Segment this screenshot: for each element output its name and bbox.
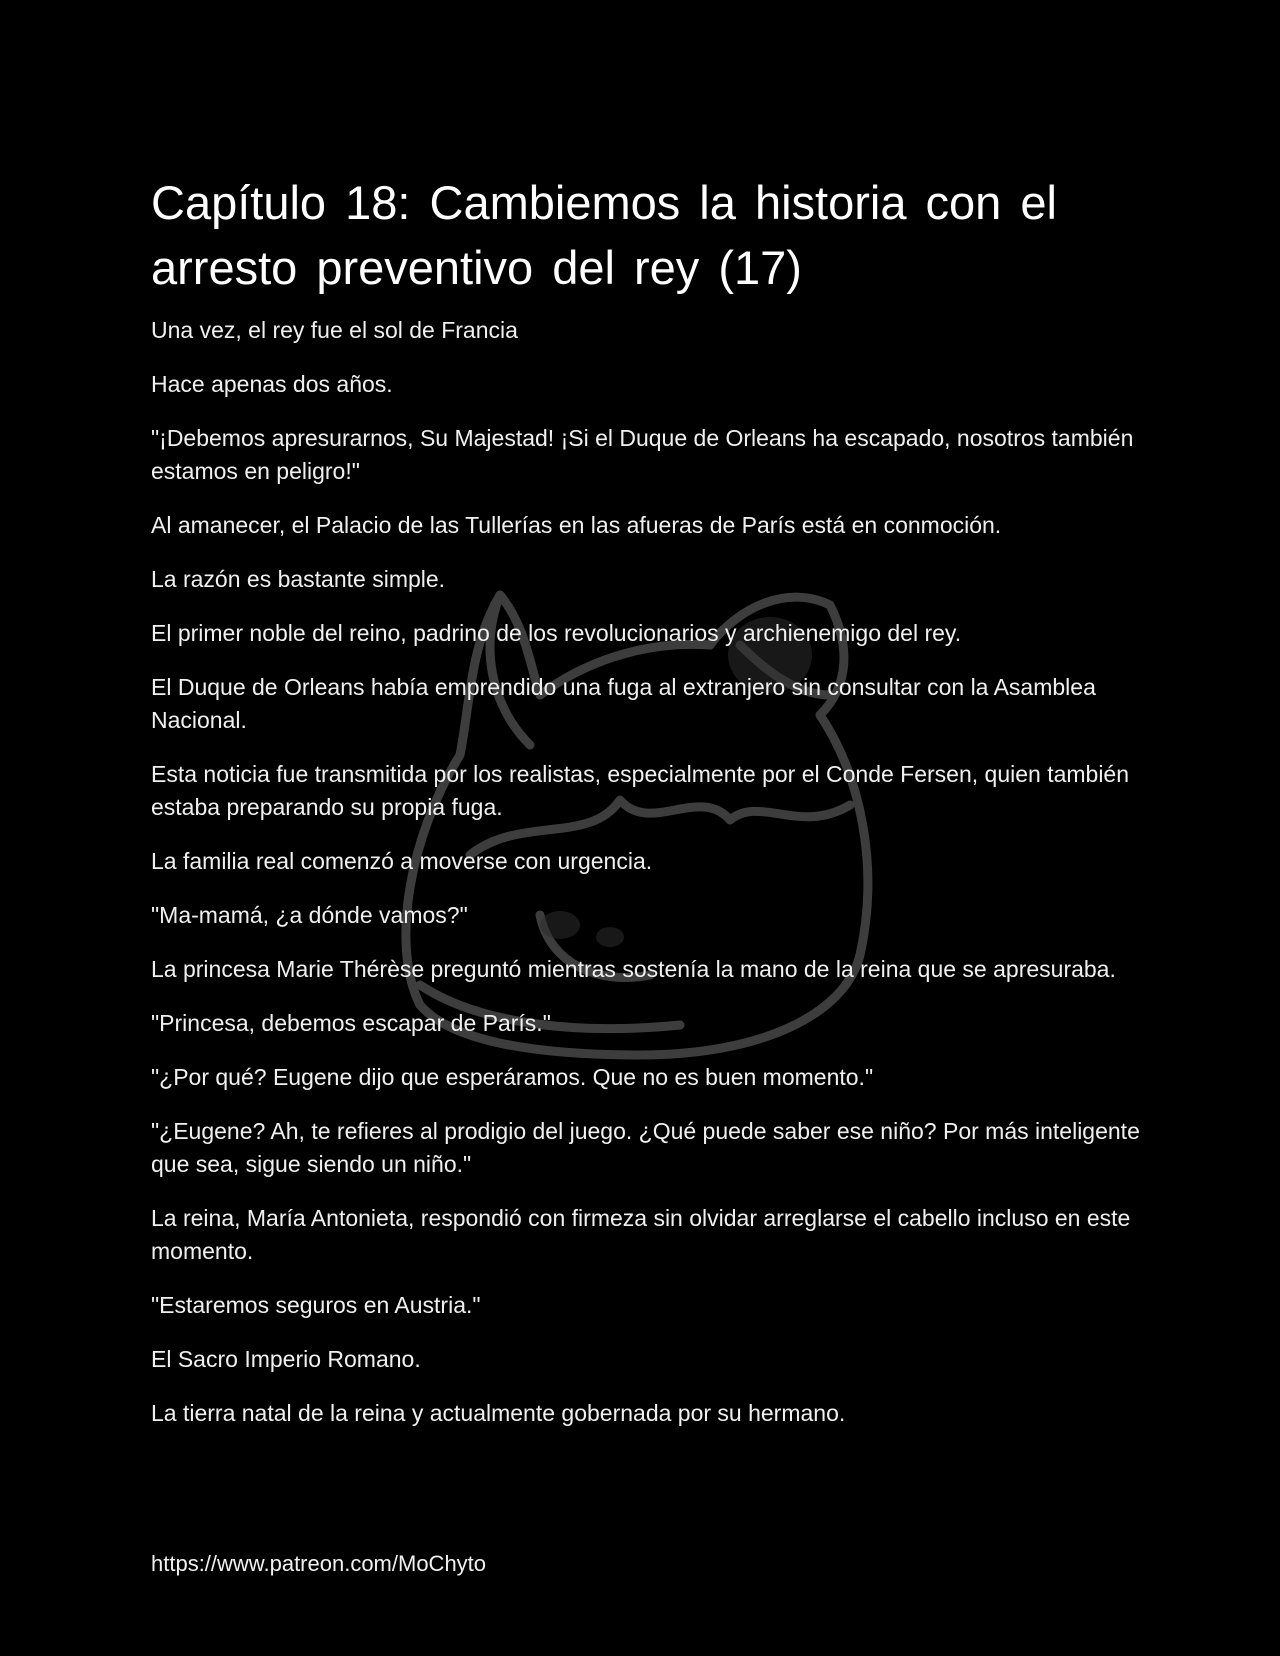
paragraph: "Ma-mamá, ¿a dónde vamos?" <box>151 902 468 928</box>
paragraph: El Sacro Imperio Romano. <box>151 1346 421 1372</box>
paragraph: "Princesa, debemos escapar de París." <box>151 1010 551 1036</box>
paragraph: "¿Eugene? Ah, te refieres al prodigio del juego. ¿Qué puede saber ese niño? Por más inteligente que sea, sigue siendo un niño." <box>151 1118 1140 1177</box>
paragraph: "Estaremos seguros en Austria." <box>151 1292 481 1318</box>
document-body <box>151 170 1141 1451</box>
paragraph: La reina, María Antonieta, respondió con firmeza sin olvidar arreglarse el cabello incluso en este momento. <box>151 1205 1131 1264</box>
paragraph: "¿Por qué? Eugene dijo que esperáramos. Que no es buen momento." <box>151 1064 874 1090</box>
chapter-title: Capítulo 18: Cambiemos la historia con el arresto preventivo del rey (17) <box>151 176 1057 294</box>
patreon-link[interactable]: https://www.patreon.com/MoChyto <box>151 1551 487 1576</box>
paragraph: Hace apenas dos años. <box>151 371 393 397</box>
paragraph: Una vez, el rey fue el sol de Francia <box>151 317 518 343</box>
paragraph: La familia real comenzó a moverse con urgencia. <box>151 848 653 874</box>
paragraph: La princesa Marie Thérèse preguntó mientras sostenía la mano de la reina que se apresuraba. <box>151 956 1116 982</box>
paragraph: La razón es bastante simple. <box>151 566 446 592</box>
paragraph: El Duque de Orleans había emprendido una fuga al extranjero sin consultar con la Asamblea Nacional. <box>151 674 1096 733</box>
paragraph: El primer noble del reino, padrino de los revolucionarios y archienemigo del rey. <box>151 620 962 646</box>
paragraph: Al amanecer, el Palacio de las Tullerías en las afueras de París está en conmoción. <box>151 512 1002 538</box>
paragraph: "¡Debemos apresurarnos, Su Majestad! ¡Si el Duque de Orleans ha escapado, nosotros también estamos en peligro!" <box>151 425 1134 484</box>
paragraph: La tierra natal de la reina y actualmente gobernada por su hermano. <box>151 1400 846 1426</box>
paragraph: Esta noticia fue transmitida por los realistas, especialmente por el Conde Fersen, quien también estaba preparando su propia fuga. <box>151 761 1130 820</box>
